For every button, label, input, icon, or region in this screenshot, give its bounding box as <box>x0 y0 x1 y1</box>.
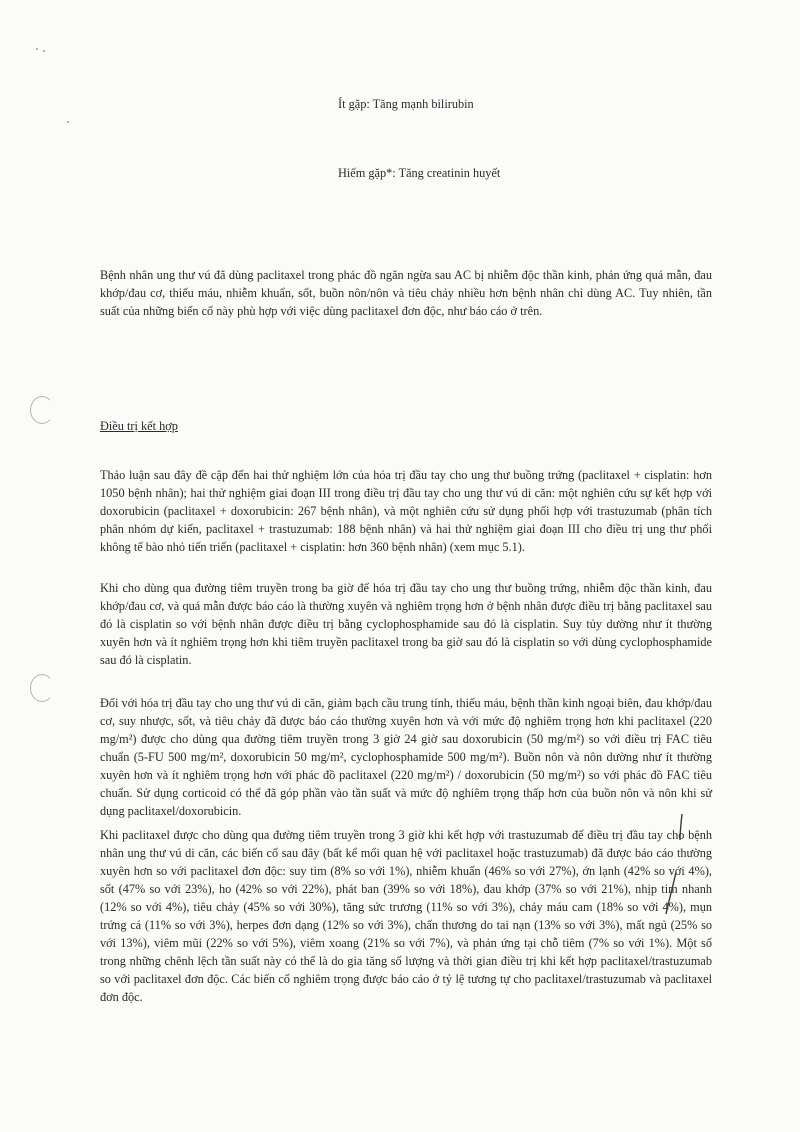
section-heading: Điều trị kết hợp <box>100 419 178 433</box>
paragraph-trials: Thảo luận sau đây đề cập đến hai thử nghiệm lớn của hóa trị đầu tay cho ung thư buồng trứng (paclitaxel + cisplatin: hơn 1050 bệnh nhân); hai thử nghiệm giai đoạn III trong điều trị đầu tay cho ung thư vú di căn: một nghiên cứu sự kết hợp với doxorubicin (paclitaxel + doxorubicin: 267 bệnh nhân), và một nghiên cứu sử dụng phối hợp với trastuzumab (phân tích phân nhóm dự kiến, paclitaxel + trastuzumab: 188 bệnh nhân) và hai thử nghiệm giai đoạn III cho điều trị ung thư phổi không tế bào nhỏ tiến triển (paclitaxel + cisplatin: hơn 360 bệnh nhân) (xem mục 5.1). <box>100 468 712 554</box>
paragraph-breast-doxorubicin: Đối với hóa trị đầu tay cho ung thư vú di căn, giảm bạch cầu trung tính, thiếu máu, bệnh thần kinh ngoại biên, đau khớp/đau cơ, suy nhược, sốt, và tiêu chảy đã được báo cáo thường xuyên hơn và với mức độ nghiêm trọng hơn khi paclitaxel (220 mg/m²) được cho dùng qua đường tiêm truyền trong 3 giờ 24 giờ sau doxorubicin (50 mg/m²) so với điều trị FAC tiêu chuẩn (5-FU 500 mg/m², doxorubicin 50 mg/m², cyclophosphamide 500 mg/m²). Buồn nôn và nôn dường như ít thường xuyên hơn và ít nghiêm trọng hơn với phác đồ paclitaxel (220 mg/m²) / doxorubicin (50 mg/m²) so với phác đồ FAC tiêu chuẩn. Sử dụng corticoid có thể đã góp phần vào tần suất và mức độ nghiêm trọng thấp hơn của buồn nôn và nôn khi sử dụng paclitaxel/doxorubicin. <box>100 696 712 818</box>
handwritten-pen-mark <box>640 810 700 920</box>
rare-effect-line: Ít gặp: Tăng mạnh bilirubin <box>338 97 474 111</box>
scan-speck <box>67 121 69 123</box>
scan-speck <box>36 48 38 50</box>
very-rare-effect-line: Hiếm gặp*: Tăng creatinin huyết <box>338 166 501 180</box>
punch-hole-mark <box>30 674 54 702</box>
paragraph-trastuzumab: Khi paclitaxel được cho dùng qua đường tiêm truyền trong 3 giờ khi kết hợp với trastuzumab để điều trị đầu tay cho bệnh nhân ung thư vú di căn, các biến cố sau đây (bất kể mối quan hệ với paclitaxel hoặc trastuzumab) đã được báo cáo thường xuyên hơn so với paclitaxel đơn độc: suy tim (8% so với 1%), nhiễm khuẩn (46% so với 27%), ớn lạnh (42% so với 4%), sốt (47% so với 23%), ho (42% so với 22%), phát ban (39% so với 18%), đau khớp (37% so với 21%), nhịp tim nhanh (12% so với 4%), tiêu chảy (45% so với 30%), tăng sức trương (11% so với 3%), chảy máu cam (18% so với 4%), mụn trứng cá (11% so với 3%), herpes đơn dạng (12% so với 3%), chấn thương do tai nạn (13% so với 3%), mất ngủ (25% so với 13%), viêm mũi (22% so với 5%), viêm xoang (21% so với 7%), và phản ứng tại chỗ tiêm (7% so với 1%). Một số trong những chênh lệch tần suất này có thể là do gia tăng số lượng và thời gian điều trị khi kết hợp paclitaxel/trastuzumab so với paclitaxel đơn độc. Các biến cố nghiêm trọng được báo cáo ở tỷ lệ tương tự cho paclitaxel/trastuzumab và paclitaxel đơn độc. <box>100 828 712 1004</box>
punch-hole-mark <box>30 396 54 424</box>
paragraph-ovarian: Khi cho dùng qua đường tiêm truyền trong ba giờ để hóa trị đầu tay cho ung thư buồng trứng, nhiễm độc thần kinh, đau khớp/đau cơ, và quá mẫn được báo cáo là thường xuyên và nghiêm trọng hơn ở bệnh nhân được điều trị bằng paclitaxel sau đó là cisplatin so với bệnh nhân được điều trị bằng cyclophosphamide sau đó là cisplatin. Suy tủy dường như ít thường xuyên hơn và ít nghiêm trọng hơn khi tiêm truyền paclitaxel trong ba giờ sau đó là cisplatin so với dùng cyclophosphamide sau đó là cisplatin. <box>100 581 712 667</box>
paragraph-ac-regimen: Bệnh nhân ung thư vú đã dùng paclitaxel trong phác đồ ngăn ngừa sau AC bị nhiễm độc thần kinh, phản ứng quá mẫn, đau khớp/đau cơ, thiếu máu, nhiễm khuẩn, sốt, buồn nôn/nôn và tiêu chảy nhiều hơn bệnh nhân chỉ dùng AC. Tuy nhiên, tần suất của những biến cố này phù hợp với việc dùng paclitaxel đơn độc, như báo cáo ở trên. <box>100 268 712 318</box>
scan-speck <box>43 50 45 52</box>
